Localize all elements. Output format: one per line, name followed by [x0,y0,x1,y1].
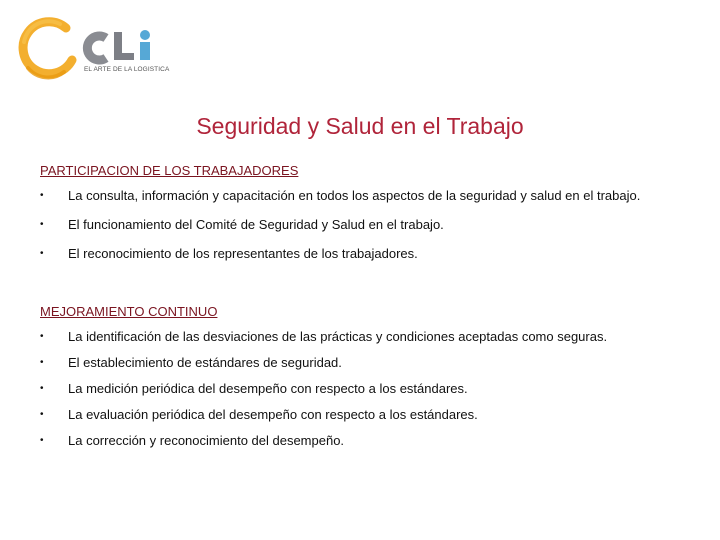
list-item-text: La consulta, información y capacitación en todos los aspectos de la seguridad y salud en el trabajo. [68,188,641,203]
bullet-list [40,328,660,449]
list-item [40,245,660,262]
bullet-icon: • [40,435,44,446]
bullet-icon: • [40,331,44,342]
list-item [40,216,660,233]
list-item-text: La corrección y reconocimiento del desempeño. [68,433,345,448]
section-heading: PARTICIPACION DE LOS TRABAJADORES [40,163,299,178]
list-item-text: La medición periódica del desempeño con respecto a los estándares. [68,381,468,396]
list-item [40,328,660,345]
list-item-text: La identificación de las desviaciones de las prácticas y condiciones aceptadas como seguras. [68,329,608,344]
section-heading: MEJORAMIENTO CONTINUO [40,304,218,319]
list-item [40,354,660,371]
bullet-icon: • [40,357,44,368]
list-item [40,187,660,204]
list-item [40,432,660,449]
list-item [40,380,660,397]
list-item-text: El funcionamiento del Comité de Seguridad y Salud en el trabajo. [68,217,444,232]
bullet-list [40,187,660,262]
list-item-text: La evaluación periódica del desempeño con respecto a los estándares. [68,407,478,422]
logo-tagline: EL ARTE DE LA LOGISTICA [84,66,170,73]
page-title: Seguridad y Salud en el Trabajo [196,113,524,139]
section-participacion [40,163,660,274]
bullet-icon: • [40,190,44,201]
section-mejoramiento [40,304,660,458]
list-item [40,406,660,423]
company-logo [14,16,170,82]
bullet-icon: • [40,248,44,259]
bullet-icon: • [40,219,44,230]
bullet-icon: • [40,409,44,420]
bullet-icon: • [40,383,44,394]
list-item-text: El establecimiento de estándares de seguridad. [68,355,342,370]
list-item-text: El reconocimiento de los representantes de los trabajadores. [68,246,418,261]
